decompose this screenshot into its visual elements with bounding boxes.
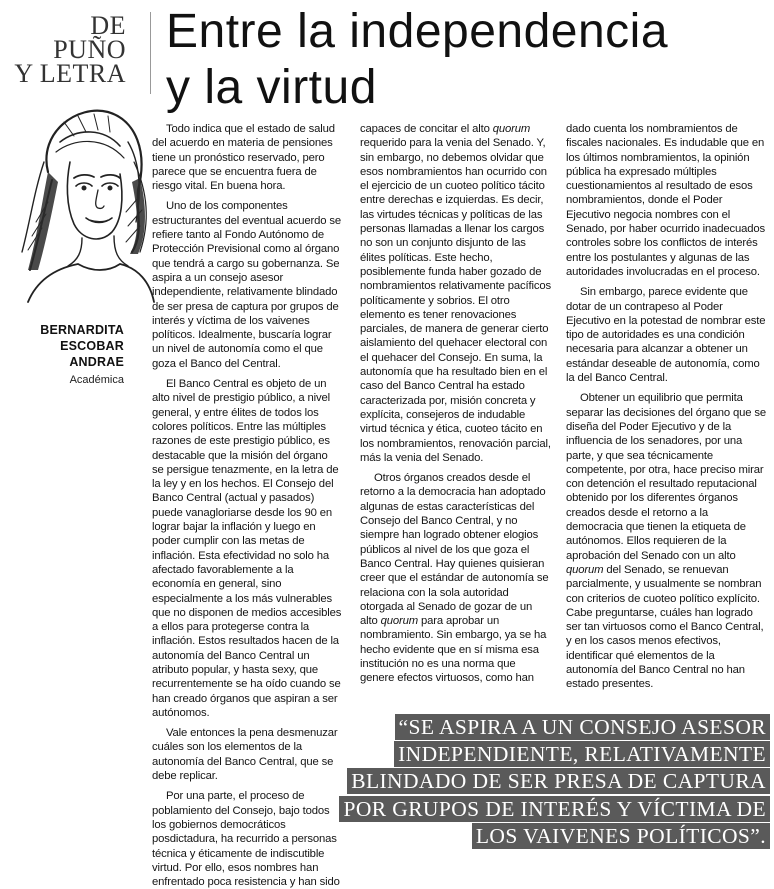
text-run: Otros órganos creados desde el retorno a la democracia han adoptado algunas de estas características del Consejo del Banco Central, y no siempre han logrado obtener elogios públicos al nivel de los que goza el Banco Central. Hay quienes quisieran creer que el estándar de autonomía se relaciona con la sola autoridad otorgada al Senado de gozar de un alto (360, 472, 549, 628)
text-run: Obtener un equilibrio que permita separar las decisiones del órgano que se diseña del Poder Ejecutivo y de la influencia de los senadores, por una parte, y que sea técnicamente competente, por otra, hace preciso mirar con detención el resultado reputacional obtenido por los diferentes órganos creados desde el retorno a la democracia que tienen la etiqueta de autónomos. Ellos requieren de la aprobación del Senado con un alto (566, 392, 766, 562)
headline-line: Entre la independencia (166, 5, 669, 58)
pull-quote-text: “SE ASPIRA A UN CONSEJO ASESOR INDEPENDIENTE, RELATIVAMENTE BLINDADO DE SER PRESA DE CAPTURA POR GRUPOS DE INTERÉS Y VÍCTIMA DE LOS VAIVENES POLÍTICOS”. (339, 714, 770, 849)
paragraph (360, 122, 552, 465)
article-column-2 (360, 122, 552, 702)
italic-term: quorum (380, 615, 419, 628)
author-name-line: ANDRAE (69, 355, 124, 369)
headline-line: y la virtud (166, 61, 377, 114)
section-tag-line: DE (90, 11, 126, 40)
author-name-line: ESCOBAR (60, 339, 124, 353)
article-column-3 (566, 122, 766, 702)
text-run: del Senado, se renuevan parcialmente, y usualmente se nombran con criterios de cuoteo político explícito. Cabe preguntarse, cuáles han logrado ser tan virtuosos como el Banco Central, y en los casos menos efectivos, identificar qué elementos de la autonomía del Banco Central no han estado presentes. (566, 563, 764, 691)
author-name (6, 322, 124, 370)
paragraph: El Banco Central es objeto de un alto nivel de prestigio público, a nivel general, y entre élites de todos los colores políticos. Entre las múltiples razones de este prestigio público, es destacable que la misión del órgano se persigue tenazmente, en la letra de la ley y en los hechos. El Consejo del Banco Central (actual y pasados) puede vanagloriarse desde los 90 en lograr bajar la inflación y luego en poder cumplir con las metas de inflación. Esta efectividad no solo ha afectado favorablemente a la economía en general, sino especialmente a los más vulnerables que no disponen de medios accesibles a ellos para protegerse contra la inflación. Estos resultados hacen de la autonomía del Banco Central un atributo popular, y hasta sexy, que recurrentemente se ha oído cuando se han creado órganos que aspiran a ser autónomos. (152, 378, 342, 719)
paragraph: Sin embargo, parece evidente que dotar de un contrapeso al Poder Ejecutivo en la potestad de nombrar este tipo de autoridades es una condición necesaria para alcanzar a obtener un estándar deseable de autonomía, como la del Banco Central. (566, 286, 766, 385)
author-block (6, 322, 124, 388)
paragraph: Uno de los componentes estructurantes del eventual acuerdo se refiere tanto al Fondo Autónomo de Protección Previsional como al órgano que tendrá a cargo su gobernanza. Se aspira a un consejo asesor independiente, relativamente blindado de ser presa de captura por grupos de interés y víctima de los vaivenes políticos. Idealmente, buscaría lograr un nivel de autonomía como el que goza el Banco del Central. (152, 200, 341, 370)
header-divider (150, 12, 151, 94)
author-role: Académica (69, 374, 124, 386)
author-name-line: BERNARDITA (40, 323, 124, 337)
section-tag-line: Y LETRA (14, 59, 126, 88)
section-tag (10, 11, 126, 88)
pull-quote (330, 714, 770, 850)
paragraph (566, 391, 766, 691)
text-run: para aprobar un nombramiento. Sin embargo, ya se ha hecho evidente que en sí misma esa institución no es una norma que genere efectos virtuosos, como han (360, 615, 547, 685)
section-tag-line: PUÑO (53, 35, 126, 64)
headline (166, 4, 766, 116)
paragraph: Por una parte, el proceso de poblamiento del Consejo, bajo todos los gobiernos democráticos posdictadura, ha recurrido a personas técnica y éticamente de indiscutible virtud. Por ello, esos nombres han enfrentado poca resistencia y han sido (152, 790, 340, 889)
text-run: requerido para la venia del Senado. Y, sin embargo, no debemos olvidar que esos nombramientos han ocurrido con el ejercicio de un cuoteo político tácito entre derechas e izquierdas. Es decir, las virtudes técnicas y políticas de las personas llamadas a llenar los cargos no son un conjunto disjunto de las élites políticas. Este hecho, posiblemente funda haber gozado de nombramientos relativamente pacíficos políticamente y sobrios. El otro elemento es tener renovaciones parciales, de manera de generar cierto aislamiento del quehacer electoral con el quehacer del Consejo. En suma, la autonomía que ha resultado bien en el caso del Banco Central ha estado caracterizada por, misión concreta y explícita, consejeros de indudable virtud técnica y ética, cuoteo tácito en los nombramientos, renovación parcial, más la venia del Senado. (360, 137, 551, 464)
paragraph: Vale entonces la pena desmenuzar cuáles son los elementos de la autonomía del Banco Central, que se debe replicar. (152, 727, 338, 783)
paragraph: Todo indica que el estado de salud del acuerdo en materia de pensiones tiene un pronóstico reservado, pero parece que se encuentra fuera de riesgo vital. En buena hora. (152, 123, 335, 193)
text-run: capaces de concitar el alto (360, 123, 493, 135)
article-column-1 (152, 122, 342, 889)
paragraph: dado cuenta los nombramientos de fiscales nacionales. Es indudable que en los últimos nombramientos, la opinión pública ha expresado múltiples cuestionamientos al resultado de esos nombramientos, donde el Poder Ejecutivo negocia nombres con el Senado, por haber ocurrido inadecuados controles sobre los conflictos de interés entre los postulantes y algunas de las autoridades involucradas en el proceso. (566, 123, 766, 278)
paragraph (360, 471, 552, 685)
italic-term: quorum (492, 123, 531, 135)
italic-term: quorum (566, 563, 604, 576)
author-portrait (8, 102, 156, 308)
